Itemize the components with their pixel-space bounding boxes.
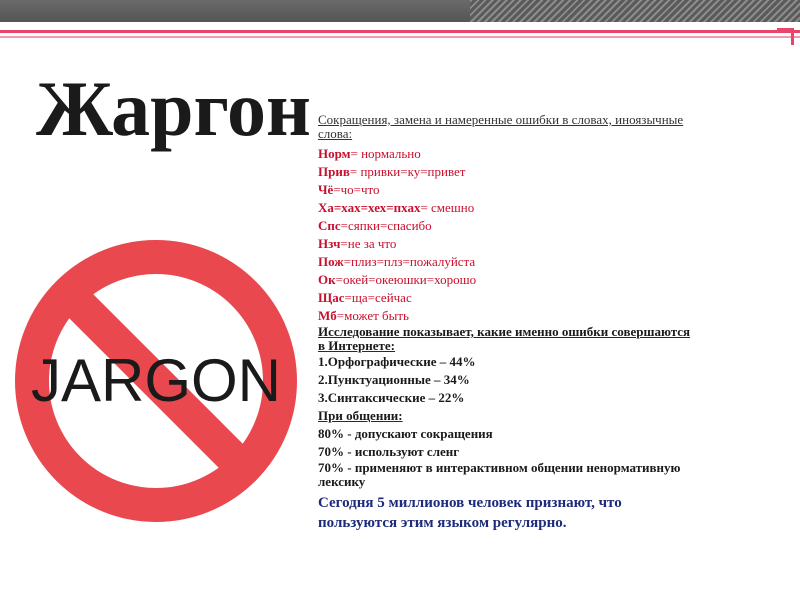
example-meaning: = смешно	[420, 200, 475, 215]
intro-text: Сокращения, замена и намеренные ошибки в словах, иноязычные слова:	[318, 112, 684, 141]
example-term: Пож	[318, 254, 344, 269]
example-term: Ха=хах=хех=пхах	[318, 200, 421, 215]
example-term: Ок	[318, 272, 336, 287]
example-meaning: =ща=сейчас	[344, 290, 412, 305]
example-term: Прив	[318, 164, 350, 179]
communication-stat-item: 70% - применяют в интерактивном общении ненормативную лексику	[318, 460, 681, 489]
example-meaning: =не за что	[340, 236, 397, 251]
examples-list	[318, 145, 698, 325]
example-item	[318, 253, 698, 271]
example-term: Спс	[318, 218, 341, 233]
error-stat-item: 1.Орфографические – 44%	[318, 354, 476, 369]
slide-title: Жаргон	[36, 65, 311, 152]
error-stat-item: 2.Пунктуационные – 34%	[318, 372, 470, 387]
stats-list	[318, 425, 698, 489]
example-item	[318, 163, 698, 181]
accent-line-thin	[0, 36, 800, 38]
example-item	[318, 289, 698, 307]
example-item	[318, 217, 698, 235]
example-item	[318, 199, 698, 217]
slide-content	[318, 113, 698, 533]
example-term: Нзч	[318, 236, 341, 251]
prohibition-sign-image	[0, 225, 312, 537]
error-stat-item: 3.Синтаксические – 22%	[318, 390, 465, 405]
top-decorative-bar	[0, 0, 800, 22]
example-item	[318, 181, 698, 199]
communication-stat-item: 80% - допускают сокращения	[318, 426, 493, 441]
example-term: Норм	[318, 146, 351, 161]
accent-line	[0, 30, 800, 33]
example-meaning: =может быть	[336, 308, 409, 323]
example-meaning: =сяпки=спасибо	[340, 218, 432, 233]
communication-heading: При общении:	[318, 408, 403, 423]
sign-label: JARGON	[30, 347, 282, 414]
example-term: Чё	[318, 182, 334, 197]
example-term: Щас	[318, 290, 345, 305]
example-item	[318, 235, 698, 253]
example-item	[318, 271, 698, 289]
example-term: Мб	[318, 308, 337, 323]
conclusion-text: Сегодня 5 миллионов человек признают, что пользуются этим языком регулярно.	[318, 495, 622, 531]
corner-accent	[777, 28, 794, 45]
example-meaning: = привки=ку=привет	[349, 164, 466, 179]
communication-stat-item: 70% - используют сленг	[318, 444, 460, 459]
example-item	[318, 145, 698, 163]
example-meaning: =плиз=плз=пожалуйста	[343, 254, 476, 269]
example-item	[318, 307, 698, 325]
example-meaning: = нормально	[350, 146, 421, 161]
example-meaning: =окей=океюшки=хорошо	[335, 272, 477, 287]
errors-list	[318, 353, 698, 407]
top-bar-hatch	[470, 0, 800, 22]
example-meaning: =чо=что	[333, 182, 380, 197]
research-heading: Исследование показывает, какие именно ошибки совершаются в Интернете:	[318, 324, 691, 353]
